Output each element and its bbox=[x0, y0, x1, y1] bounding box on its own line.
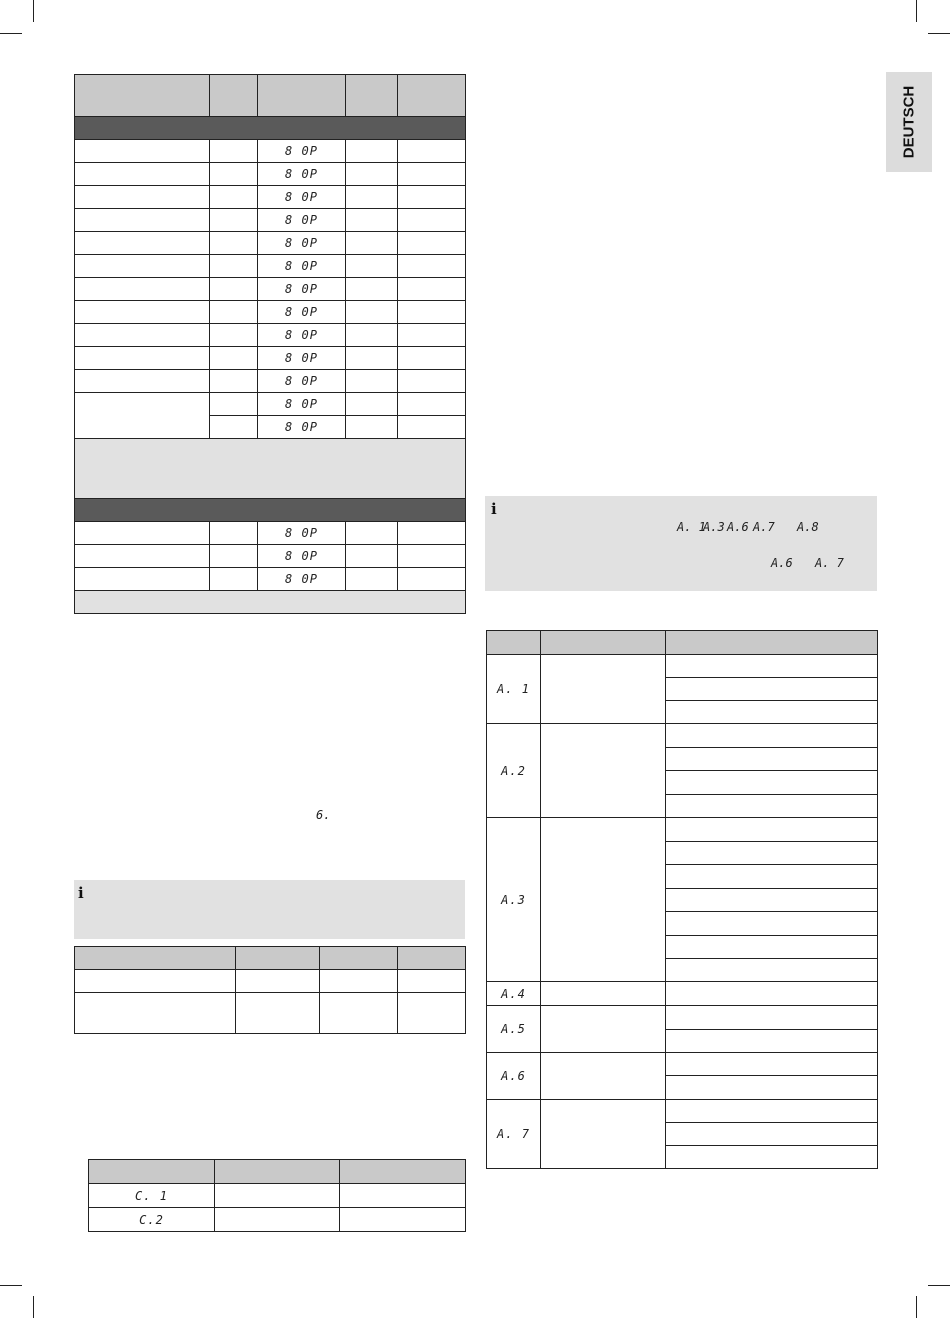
table-header bbox=[487, 631, 878, 655]
info-icon: i bbox=[491, 500, 497, 518]
table-row bbox=[75, 545, 466, 568]
code-value: A. 1 bbox=[487, 655, 541, 724]
info-note-right bbox=[485, 496, 877, 591]
table-row bbox=[487, 1100, 878, 1123]
table-row bbox=[75, 568, 466, 591]
table-row bbox=[487, 818, 878, 842]
display-value: 8 0P bbox=[258, 347, 346, 370]
code-value: A.2 bbox=[487, 724, 541, 818]
table-row bbox=[487, 982, 878, 1006]
code-value: A. 7 bbox=[487, 1100, 541, 1169]
code-value: C.2 bbox=[89, 1208, 215, 1232]
code-value: A.5 bbox=[487, 1006, 541, 1053]
table-row bbox=[487, 655, 878, 678]
table-row bbox=[75, 993, 466, 1034]
display-value: 8 0P bbox=[258, 568, 346, 591]
table-row bbox=[75, 970, 466, 993]
table-row bbox=[75, 393, 466, 416]
a-code-table bbox=[486, 630, 878, 1169]
display-value: 8 0P bbox=[258, 545, 346, 568]
table-row bbox=[75, 522, 466, 545]
info-icon: i bbox=[78, 884, 84, 902]
crop-mark bbox=[928, 33, 950, 34]
display-value: 8 0P bbox=[258, 255, 346, 278]
c-code-table bbox=[88, 1159, 466, 1232]
table-row bbox=[75, 186, 466, 209]
crop-mark bbox=[916, 0, 917, 22]
spec-table bbox=[74, 946, 466, 1034]
display-value: 8 0P bbox=[258, 522, 346, 545]
crop-mark bbox=[33, 1296, 34, 1318]
crop-mark bbox=[0, 1285, 22, 1286]
table-header bbox=[89, 1160, 466, 1184]
table-row bbox=[75, 163, 466, 186]
table-header bbox=[75, 75, 466, 117]
table-row bbox=[89, 1184, 466, 1208]
table-row bbox=[75, 370, 466, 393]
display-value: 8 0P bbox=[258, 278, 346, 301]
display-value: 8 0P bbox=[258, 324, 346, 347]
info-note-left bbox=[74, 880, 465, 939]
table-row bbox=[75, 278, 466, 301]
code-value: A.6 bbox=[487, 1053, 541, 1100]
table-row bbox=[487, 1006, 878, 1030]
code-ref: A.6 bbox=[771, 556, 793, 570]
code-ref: A. 7 bbox=[815, 556, 844, 570]
crop-mark bbox=[33, 0, 34, 22]
display-value: 8 0P bbox=[258, 416, 346, 439]
code-ref: A. 1 bbox=[677, 520, 706, 534]
table-row bbox=[75, 255, 466, 278]
inline-display-glyph: 6. bbox=[316, 808, 331, 822]
code-ref: A.7 bbox=[753, 520, 775, 534]
code-ref: A.8 bbox=[797, 520, 819, 534]
table-row bbox=[75, 347, 466, 370]
code-value: A.3 bbox=[487, 818, 541, 982]
code-value: C. 1 bbox=[89, 1184, 215, 1208]
code-ref: A.3 bbox=[703, 520, 725, 534]
display-value: 8 0P bbox=[258, 209, 346, 232]
crop-mark bbox=[916, 1296, 917, 1318]
display-value: 8 0P bbox=[258, 301, 346, 324]
crop-mark bbox=[0, 33, 22, 34]
table-row bbox=[89, 1208, 466, 1232]
display-value: 8 0P bbox=[258, 163, 346, 186]
table-row bbox=[75, 232, 466, 255]
table-row bbox=[487, 724, 878, 748]
section-header bbox=[75, 117, 466, 140]
program-table bbox=[74, 74, 466, 614]
display-value: 8 0P bbox=[258, 393, 346, 416]
code-value: A.4 bbox=[487, 982, 541, 1006]
table-note-row bbox=[75, 439, 466, 499]
table-row bbox=[75, 140, 466, 163]
code-ref: A.6 bbox=[727, 520, 749, 534]
display-value: 8 0P bbox=[258, 370, 346, 393]
table-row bbox=[75, 324, 466, 347]
table-row bbox=[75, 209, 466, 232]
display-value: 8 0P bbox=[258, 232, 346, 255]
table-note-row bbox=[75, 591, 466, 614]
table-header bbox=[75, 947, 466, 970]
table-row bbox=[487, 1053, 878, 1076]
language-tab bbox=[886, 72, 932, 172]
crop-mark bbox=[928, 1285, 950, 1286]
language-label: DEUTSCH bbox=[900, 85, 918, 159]
display-value: 8 0P bbox=[258, 186, 346, 209]
section-header bbox=[75, 499, 466, 522]
table-row bbox=[75, 301, 466, 324]
display-value: 8 0P bbox=[258, 140, 346, 163]
